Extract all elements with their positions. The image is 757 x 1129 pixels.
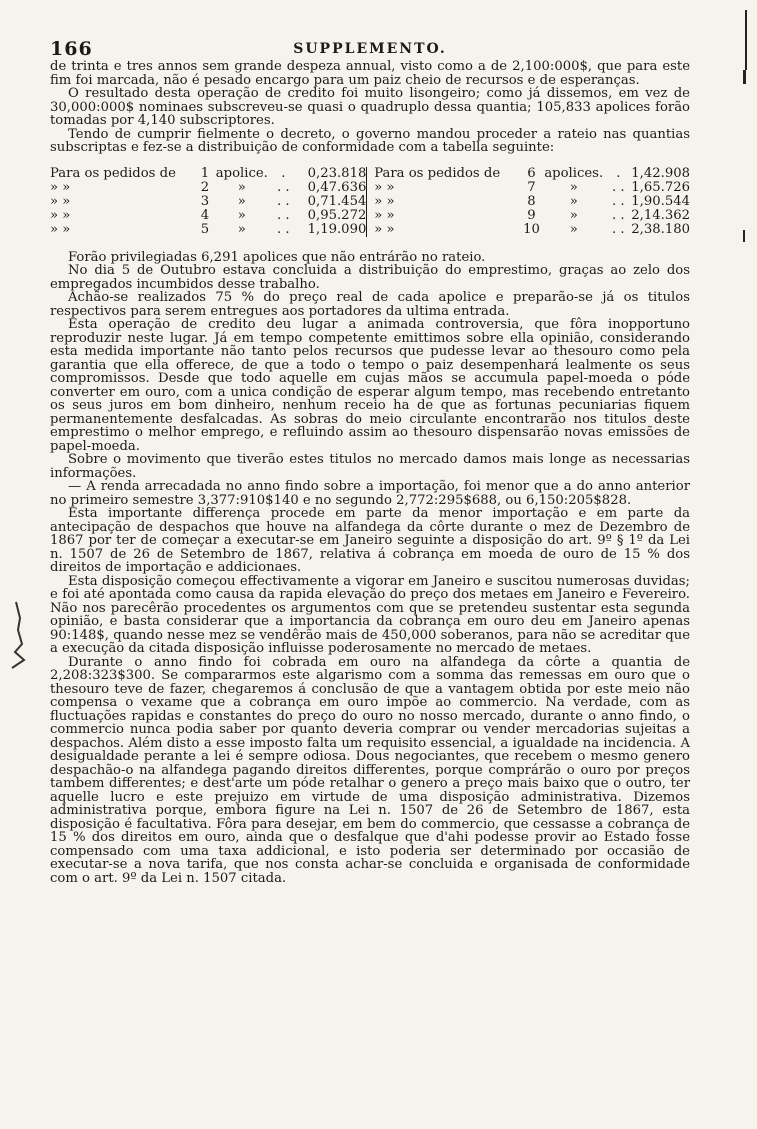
right-label: Para os pedidos de bbox=[374, 165, 501, 181]
table-row bbox=[50, 181, 690, 195]
column-divider bbox=[367, 167, 374, 181]
left-label: » » bbox=[50, 179, 71, 195]
left-value: 0,47.636 bbox=[307, 179, 367, 195]
left-value: 0,95.272 bbox=[307, 207, 367, 223]
left-dots: . . bbox=[277, 179, 290, 195]
left-dots: . bbox=[281, 165, 286, 181]
right-unit: » bbox=[569, 193, 578, 209]
paragraph: Esta operação de credito deu lugar a animada controversia, que fôra inopportuno reproduzir neste lugar. Já em tempo competente emittimos sobre ella opinião, considerando esta medida importante não tanto pelos recursos que pudesse levar ao thesouro como pela garantia que ella offerece, de que a todo o tempo o paiz desempenhará lealmente os seus compromissos. Desde que todo aquelle em cujas mãos se accumula papel-moeda o póde converter em ouro, com a unica condição de esperar algum tempo, mas recebendo entretanto os seus juros em bom dinheiro, nenhum receio ha de que as fortunas pecuniarias fiquem permanentemente desfalcadas. As sobras do meio circulante encontrarão nos titulos deste emprestimo o melhor emprego, e refluindo assim ao thesouro dispensarão novas emissões de papel-moeda. bbox=[50, 317, 690, 454]
right-dots: . . bbox=[612, 221, 625, 237]
right-value: 2,38.180 bbox=[631, 221, 690, 237]
right-count: 7 bbox=[527, 179, 536, 195]
left-label: » » bbox=[50, 193, 71, 209]
right-dots: . bbox=[616, 165, 621, 181]
margin-scan-mark bbox=[743, 230, 745, 242]
paragraph: Forão privilegiadas 6,291 apolices que não entrárão no rateio. bbox=[68, 249, 486, 265]
paragraph: Esta importante differença procede em parte da menor importação e em parte da antecipação de despachos que houve na alfandega da côrte durante o mez de Dezembro de 1867 por ter de começar a executar-se em Janeiro seguinte a disposição do art. 9º § 1º da Lei n. 1507 de 26 de Setembro de 1867, relativa á cobrança em moeda de ouro de 15 % dos direitos de importação e addicionaes. bbox=[50, 506, 690, 575]
table-row bbox=[50, 223, 690, 237]
paragraph: — A renda arrecadada no anno findo sobre a importação, foi menor que a do anno anterior no primeiro semestre 3,377:910$140 e no segundo 2,772:295$688, ou 6,150:205$828. bbox=[50, 479, 690, 508]
right-count: 8 bbox=[527, 193, 536, 209]
left-unit: apolice. bbox=[215, 165, 268, 181]
right-label: » » bbox=[374, 193, 395, 209]
table-row bbox=[50, 167, 690, 181]
right-label: » » bbox=[374, 221, 395, 237]
right-dots: . . bbox=[612, 207, 625, 223]
column-divider bbox=[367, 181, 374, 195]
right-label: » » bbox=[374, 179, 395, 195]
left-count: 3 bbox=[200, 193, 210, 209]
margin-scan-smudge bbox=[6, 600, 32, 670]
left-value: 0,23.818 bbox=[307, 165, 367, 181]
column-divider bbox=[367, 209, 374, 223]
left-unit: » bbox=[237, 221, 246, 237]
column-divider bbox=[367, 223, 374, 237]
paragraph: Sobre o movimento que tiverão estes titulos no mercado damos mais longe as necessarias informações. bbox=[50, 452, 690, 481]
table-row bbox=[50, 209, 690, 223]
left-value: 0,71.454 bbox=[307, 193, 367, 209]
left-count: 5 bbox=[200, 221, 210, 237]
paragraph: No dia 5 de Outubro estava concluida a distribuição do emprestimo, graças ao zelo dos empregados incumbidos desse trabalho. bbox=[50, 263, 690, 292]
left-count: 4 bbox=[200, 207, 210, 223]
paragraph: Achão-se realizados 75 % do preço real de cada apolice e preparão-se já os titulos respectivos para serem entregues aos portadores da ultima entrada. bbox=[50, 290, 690, 319]
margin-scan-mark bbox=[745, 10, 747, 70]
right-unit: » bbox=[569, 179, 578, 195]
rateio-table bbox=[50, 167, 690, 237]
paragraph: de trinta e tres annos sem grande despeza annual, visto como a de 2,100:000$, que para este fim foi marcada, não é pesado encargo para um paiz cheio de recursos e de esperanças. bbox=[50, 59, 690, 88]
margin-scan-mark bbox=[743, 70, 746, 84]
right-value: 2,14.362 bbox=[631, 207, 690, 223]
document-page bbox=[50, 38, 690, 885]
left-dots: . . bbox=[277, 193, 290, 209]
left-value: 1,19.090 bbox=[307, 221, 367, 237]
left-unit: » bbox=[237, 179, 246, 195]
right-value: 1,90.544 bbox=[631, 193, 690, 209]
paragraph: O resultado desta operação de credito foi muito lisongeiro; como já dissemos, em vez de 30,000:000$ nominaes subscreveu-se quasi o quadruplo dessa quantia; 105,833 apolices forão tomadas por 4,140 subscriptores. bbox=[50, 86, 690, 128]
running-title: SUPPLEMENTO. bbox=[293, 41, 447, 57]
right-count: 9 bbox=[527, 207, 536, 223]
paragraph: Esta disposição começou effectivamente a vigorar em Janeiro e suscitou numerosas duvidas; e foi até apontada como causa da rapida elevação do preço dos metaes em Janeiro e Fevereiro. Não nos parecêrão procedentes os argumentos com que se pretendeu sustentar esta segunda opinião, e basta considerar que a importancia da cobrança em ouro deu em Janeiro apenas 90:148$, quando nesse mez se vendêrão mais de 450,000 soberanos, para não se acreditar que a execução da citada disposição influisse poderosamente no mercado de metaes. bbox=[50, 573, 690, 656]
right-dots: . . bbox=[612, 179, 625, 195]
right-value: 1,65.726 bbox=[631, 179, 690, 195]
right-unit: » bbox=[569, 207, 578, 223]
page-number: 166 bbox=[50, 38, 93, 60]
right-count: 6 bbox=[527, 165, 536, 181]
left-count: 1 bbox=[200, 165, 210, 181]
paragraph: Durante o anno findo foi cobrada em ouro na alfandega da côrte a quantia de 2,208:323$300. Se compararmos este algarismo com a somma das remessas em ouro que o thesouro teve de fazer, chegaremos á conclusão de que a vantagem obtida por este meio não compensa o vexame que a cobrança em ouro impõe ao commercio. Na verdade, com as fluctuações rapidas e constantes do preço do ouro no nosso mercado, durante o anno findo, o commercio nunca podia saber por quanto deveria comprar ou vender mercadorias sujeitas a despachos. Além disto a esse imposto falta um requisito essencial, a igualdade na incidencia. A desigualdade perante a lei é sempre odiosa. Dous negociantes, que recebem o mesmo genero despachão-o na alfandega pagando direitos differentes, porque comprárão o ouro por preços tambem differentes; e dest'arte um póde retalhar o genero a preço mais baixo que o outro, ter aquelle lucro e este prejuizo em virtude de uma disposição administrativa. Dizemos administrativa porque, embora figure na Lei n. 1507 de 26 de Setembro de 1867, esta disposição é facultativa. Fôra para desejar, em bem do commercio, que cessasse a cobrança de 15 % dos direitos em ouro, ainda que o desfalque que d'ahi podesse provir ao Estado fosse compensado com uma taxa addicional, e isto poderia ser determinado por occasião de executar-se a nova tarifa, que nos consta achar-se concluida e organisada de conformidade com o art. 9º da Lei n. 1507 citada. bbox=[50, 654, 690, 886]
column-divider bbox=[367, 195, 374, 209]
right-unit: apolices. bbox=[544, 165, 604, 181]
left-count: 2 bbox=[200, 179, 210, 195]
left-unit: » bbox=[237, 207, 246, 223]
right-unit: » bbox=[569, 221, 578, 237]
left-label: » » bbox=[50, 207, 71, 223]
paragraph: Tendo de cumprir fielmente o decreto, o governo mandou proceder a rateio nas quantias subscriptas e fez-se a distribuição de conformidade com a tabella seguinte: bbox=[50, 126, 690, 155]
left-dots: . . bbox=[277, 221, 290, 237]
body-text bbox=[50, 251, 690, 886]
right-dots: . . bbox=[612, 193, 625, 209]
table-row bbox=[50, 195, 690, 209]
left-label: Para os pedidos de bbox=[50, 165, 176, 181]
left-dots: . . bbox=[277, 207, 290, 223]
page-header bbox=[50, 38, 690, 60]
right-label: » » bbox=[374, 207, 395, 223]
left-label: » » bbox=[50, 221, 71, 237]
left-unit: » bbox=[237, 193, 246, 209]
right-value: 1,42.908 bbox=[631, 165, 690, 181]
right-count: 10 bbox=[523, 221, 540, 237]
